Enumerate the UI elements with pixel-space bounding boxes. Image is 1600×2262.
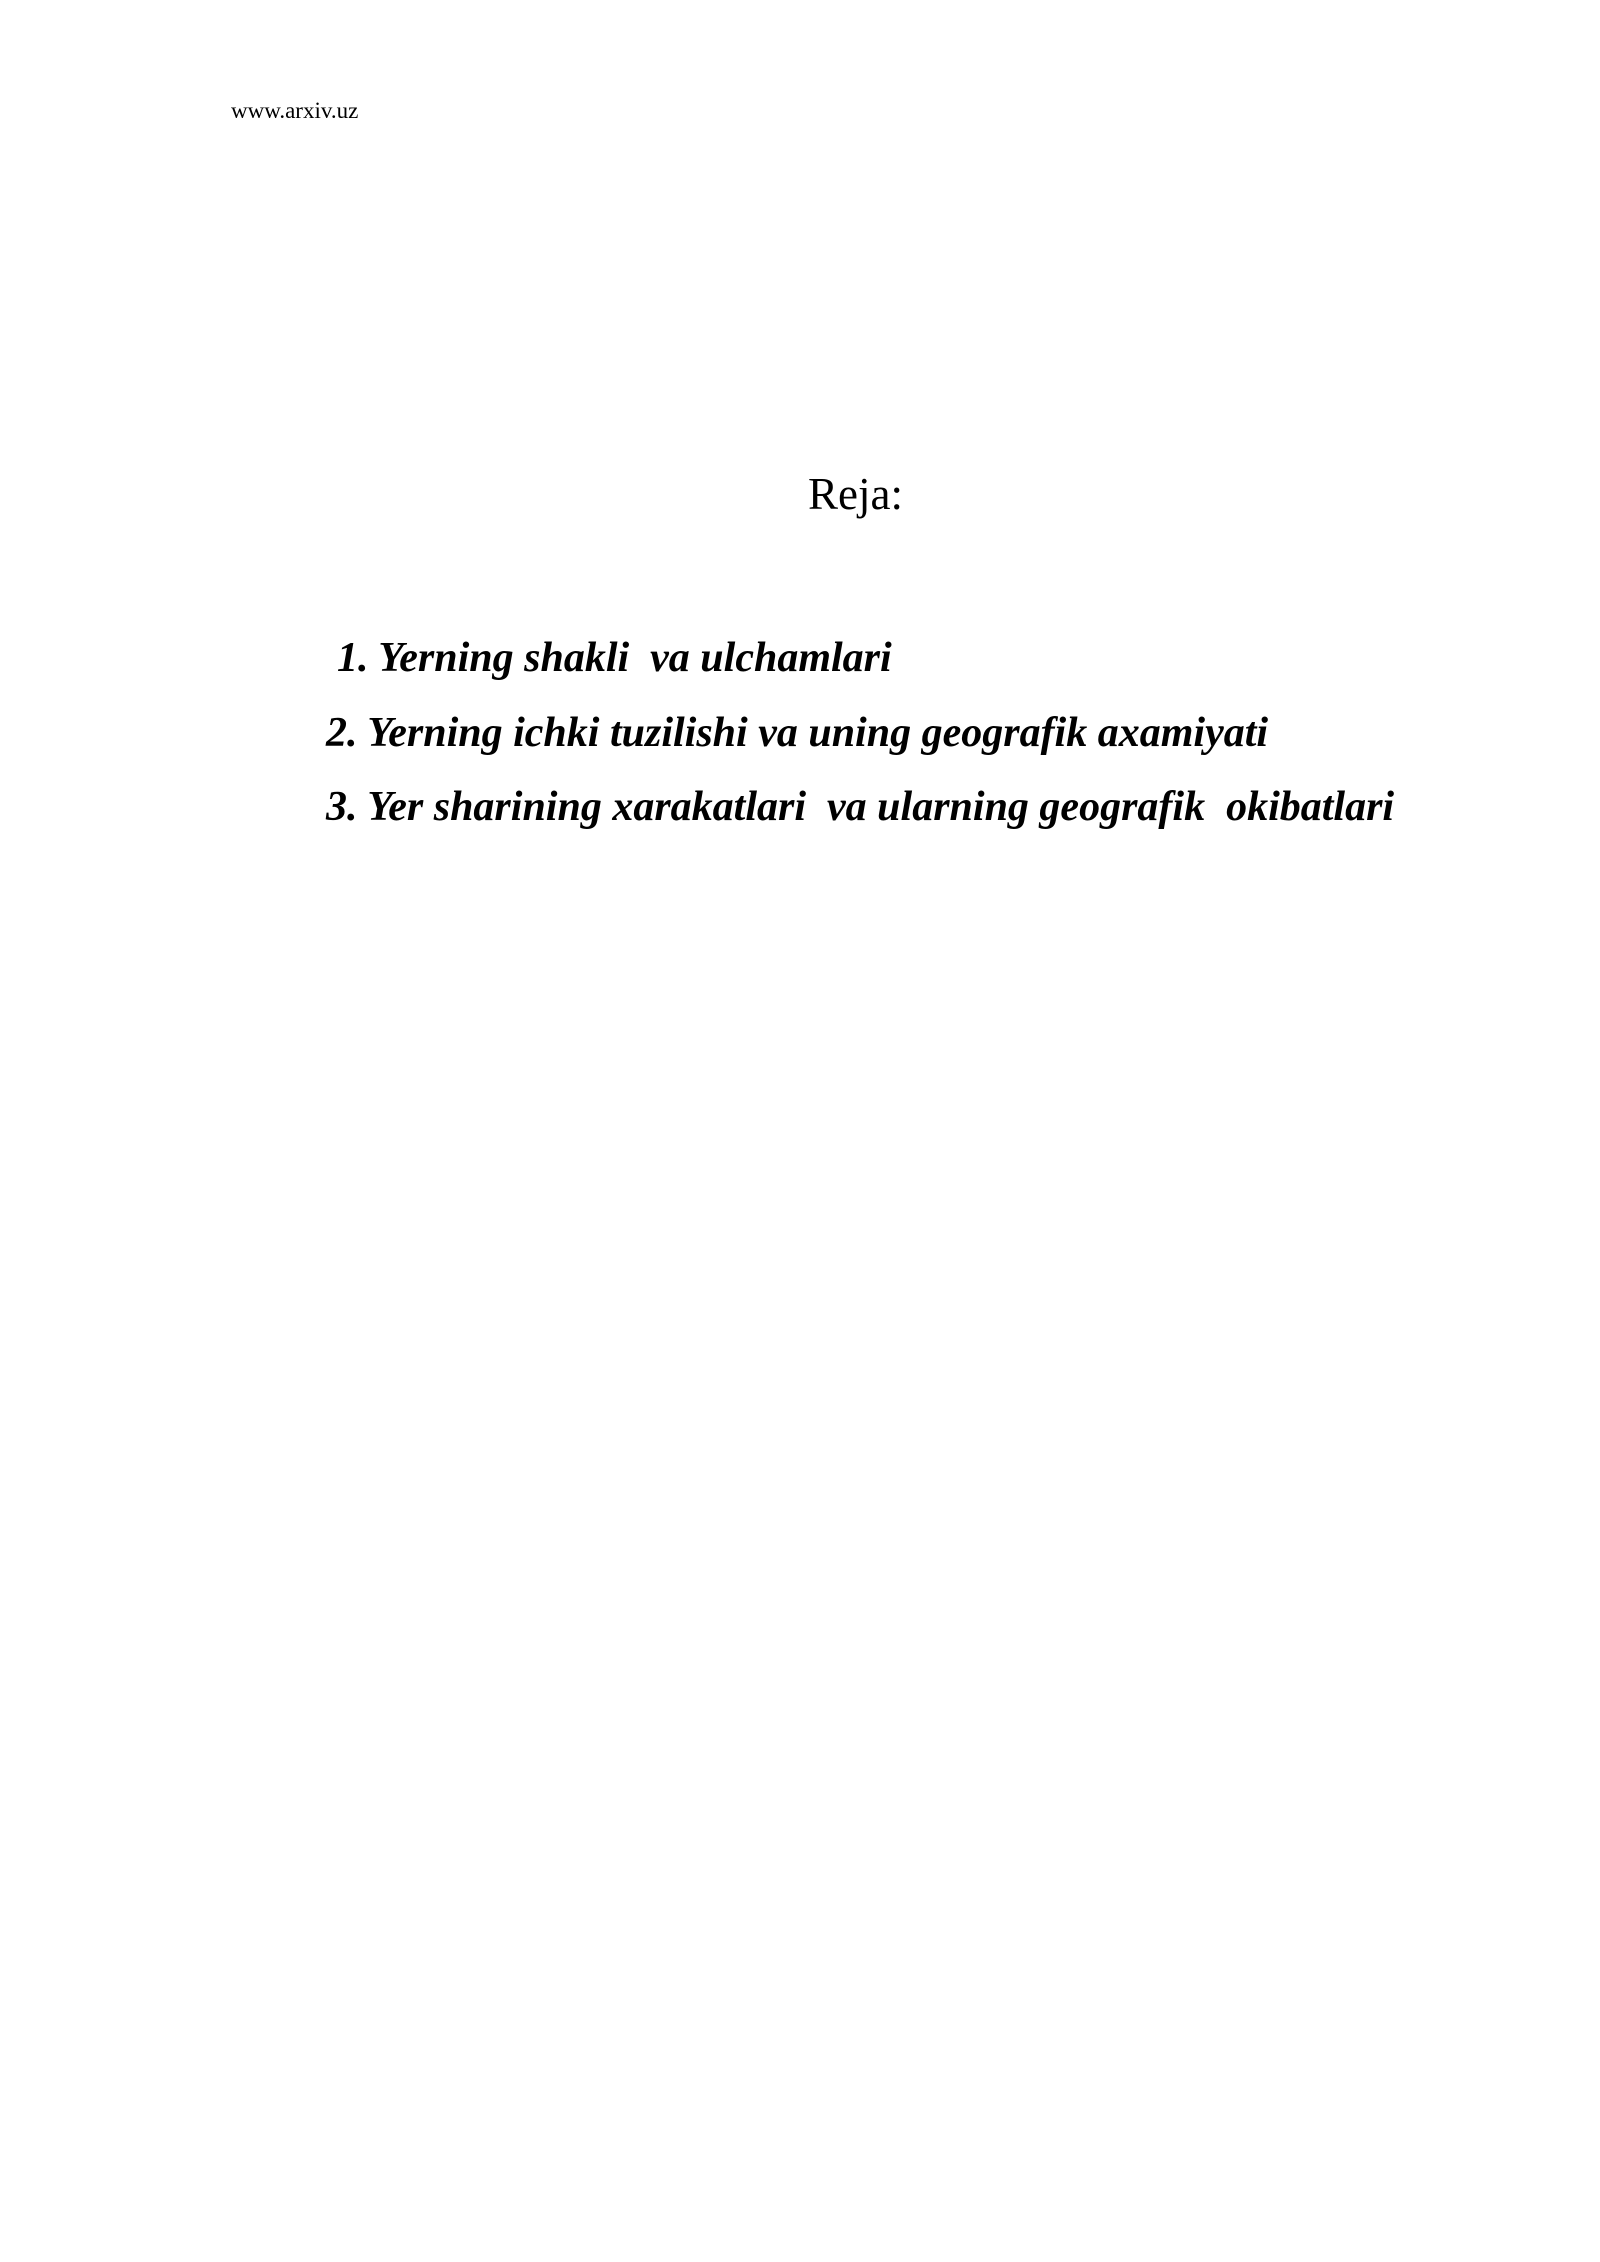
plan-item: 2. Yerning ichki tuzilishi va uning geografik axamiyati [326,710,1269,756]
page-title: Reja: [808,469,903,519]
plan-item: 1. Yerning shakli va ulchamlari [337,635,892,681]
header-url: www.arxiv.uz [231,98,359,123]
plan-item: 3. Yer sharining xarakatlari va ularning geografik okibatlari [326,784,1395,830]
